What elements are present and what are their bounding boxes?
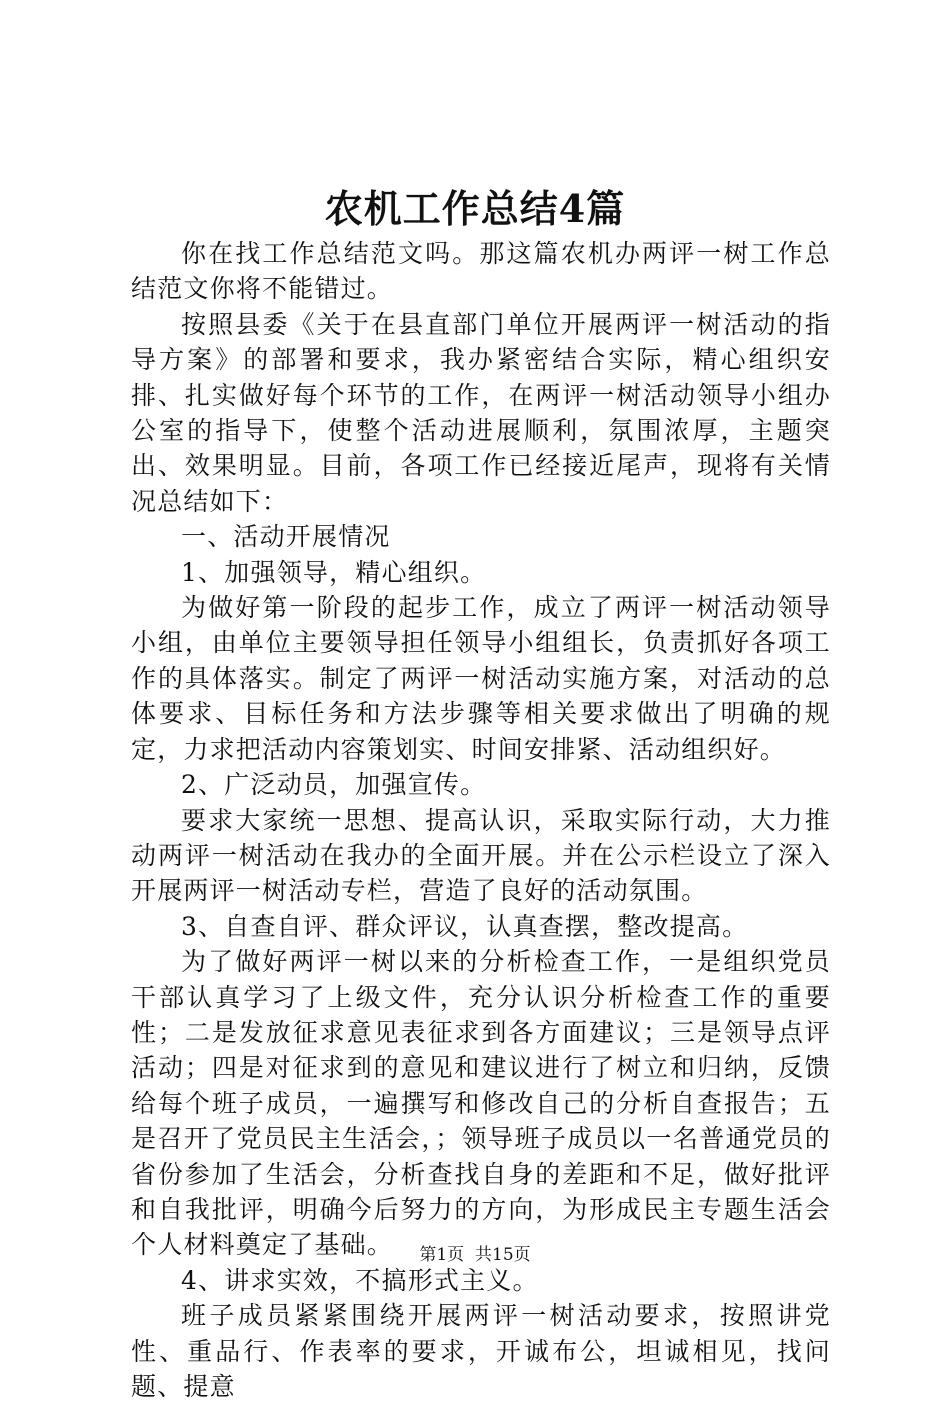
paragraph: 要求大家统一思想、提高认识，采取实际行动，大力推动两评一树活动在我办的全面开展。并在公示栏设立了深入开展两评一树活动专栏，营造了良好的活动氛围。	[131, 805, 831, 906]
paragraph: 为做好第一阶段的起步工作，成立了两评一树活动领导小组，由单位主要领导担任领导小组组长，负责抓好各项工作的具体落实。制定了两评一树活动实施方案，对活动的总体要求、目标任务和方法步骤等相关要求做出了明确的规定，力求把活动内容策划实、时间安排紧、活动组织好。	[131, 593, 831, 764]
subsection-heading: 2、广泛动员，加强宣传。	[181, 770, 487, 800]
section-heading: 一、活动开展情况	[181, 522, 391, 552]
page-number: 第1页	[419, 1245, 465, 1265]
paragraph: 你在找工作总结范文吗。那这篇农机办两评一树工作总结范文你将不能错过。	[131, 239, 831, 304]
subsection-heading: 4、讲求实效，不搞形式主义。	[181, 1265, 539, 1295]
document-title: 农机工作总结4篇	[324, 186, 626, 231]
paragraph: 班子成员紧紧围绕开展两评一树活动要求，按照讲党性、重品行、作表率的要求，开诚布公，坦诚相见，找问题、提意	[131, 1301, 831, 1401]
page-footer	[0, 1243, 950, 1267]
paragraph: 按照县委《关于在县直部门单位开展两评一树活动的指导方案》的部署和要求，我办紧密结合实际，精心组织安排、扎实做好每个环节的工作，在两评一树活动领导小组办公室的指导下，使整个活动进展顺利，氛围浓厚，主题突出、效果明显。目前，各项工作已经接近尾声，现将有关情况总结如下：	[131, 309, 831, 516]
subsection-heading: 3、自查自评、群众评议，认真查摆，整改提高。	[181, 911, 749, 941]
subsection-heading: 1、加强领导，精心组织。	[181, 557, 487, 587]
document-body	[131, 236, 831, 1404]
page-total: 共15页	[475, 1245, 531, 1265]
paragraph: 为了做好两评一树以来的分析检查工作，一是组织党员干部认真学习了上级文件，充分认识分析检查工作的重要性；二是发放征求意见表征求到各方面建议；三是领导点评活动；四是对征求到的意见和建议进行了树立和归纳，反馈给每个班子成员，一遍撰写和修改自己的分析自查报告；五是召开了党员民主生活会，；领导班子成员以一名普通党员的省份参加了生活会，分析查找自身的差距和不足，做好批评和自我批评，明确今后努力的方向，为形成民主专题生活会个人材料奠定了基础。	[131, 947, 831, 1260]
